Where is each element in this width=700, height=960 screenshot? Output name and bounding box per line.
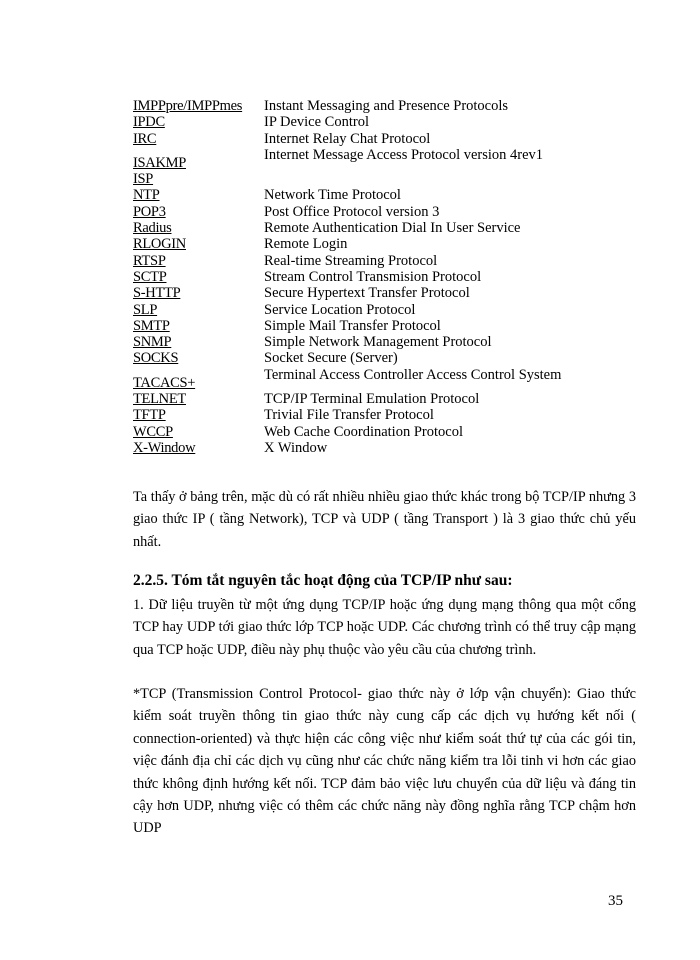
protocol-abbreviation: IRC bbox=[133, 130, 157, 147]
table-row bbox=[133, 98, 573, 114]
protocol-description: TCP/IP Terminal Emulation Protocol bbox=[264, 391, 480, 408]
protocol-abbreviation: ISP bbox=[133, 171, 154, 188]
table-row bbox=[133, 302, 573, 318]
table-row bbox=[133, 424, 573, 440]
protocol-description bbox=[264, 171, 573, 187]
section-heading: 2.2.5. Tóm tắt nguyên tắc hoạt động của TCP/IP như sau: bbox=[133, 572, 513, 589]
table-row bbox=[133, 367, 573, 391]
table-row bbox=[133, 171, 573, 187]
protocol-abbreviation: S-HTTP bbox=[133, 285, 181, 302]
protocol-description: Secure Hypertext Transfer Protocol bbox=[264, 285, 470, 302]
table-row bbox=[133, 285, 573, 301]
protocol-description: Simple Mail Transfer Protocol bbox=[264, 317, 441, 334]
table-row bbox=[133, 318, 573, 334]
table-row bbox=[133, 253, 573, 269]
protocol-abbreviation: IPDC bbox=[133, 114, 165, 131]
paragraph-tcp: *TCP (Transmission Control Protocol- giao thức này ở lớp vận chuyển): Giao thức kiểm soát truyền thông tin giao thức này cung cấp các dịch vụ hướng kết nối ( connection-oriented) và thực hiện các công việc như kiểm soát thứ tự của các gói tin, việc đánh địa chỉ các dịch vụ cũng như các chức năng kiểm tra lỗi tinh vi hơn các giao thức không định hướng kết nối. TCP đảm bảo việc lưu chuyển của dữ liệu và đáng tin cậy hơn UDP, nhưng việc có thêm các chức năng này đồng nghĩa rằng TCP chậm hơn UDP bbox=[133, 686, 636, 837]
protocol-abbreviation: ISAKMP bbox=[133, 154, 186, 171]
table-row bbox=[133, 114, 573, 130]
table-row bbox=[133, 269, 573, 285]
protocol-table bbox=[133, 98, 573, 456]
table-row bbox=[133, 334, 573, 350]
protocol-description: Internet Relay Chat Protocol bbox=[264, 130, 431, 147]
protocol-description: Stream Control Transmision Protocol bbox=[264, 268, 482, 285]
protocol-description: Instant Messaging and Presence Protocols bbox=[264, 98, 509, 114]
table-row bbox=[133, 407, 573, 423]
table-row bbox=[133, 220, 573, 236]
table-row bbox=[133, 350, 573, 366]
protocol-abbreviation: X-Window bbox=[133, 439, 196, 456]
protocol-abbreviation: SCTP bbox=[133, 268, 167, 285]
protocol-description: X Window bbox=[264, 439, 328, 456]
table-row bbox=[133, 131, 573, 147]
protocol-description: Socket Secure (Server) bbox=[264, 350, 398, 367]
protocol-abbreviation: RLOGIN bbox=[133, 236, 186, 253]
protocol-abbreviation: RTSP bbox=[133, 252, 166, 269]
protocol-description: Remote Login bbox=[264, 236, 348, 253]
protocol-description: Network Time Protocol bbox=[264, 187, 401, 204]
table-row bbox=[133, 204, 573, 220]
protocol-description: Real-time Streaming Protocol bbox=[264, 252, 438, 269]
page-number: 35 bbox=[608, 893, 623, 909]
protocol-abbreviation: TACACS+ bbox=[133, 374, 196, 391]
table-row bbox=[133, 440, 573, 456]
table-row bbox=[133, 187, 573, 203]
protocol-abbreviation: IMPPpre/IMPPmes bbox=[133, 98, 243, 114]
protocol-description: Remote Authentication Dial In User Service bbox=[264, 220, 521, 237]
protocol-description: IP Device Control bbox=[264, 114, 369, 131]
protocol-description: Service Location Protocol bbox=[264, 301, 416, 318]
protocol-abbreviation: SNMP bbox=[133, 334, 172, 351]
protocol-abbreviation: SLP bbox=[133, 301, 158, 318]
protocol-abbreviation: TELNET bbox=[133, 391, 186, 408]
table-row bbox=[133, 147, 573, 171]
protocol-description: Trivial File Transfer Protocol bbox=[264, 407, 434, 424]
protocol-abbreviation: Radius bbox=[133, 220, 172, 237]
protocol-description: Terminal Access Controller Access Control System bbox=[264, 366, 562, 383]
protocol-abbreviation: POP3 bbox=[133, 203, 166, 220]
protocol-abbreviation: NTP bbox=[133, 187, 160, 204]
paragraph-data-flow: 1. Dữ liệu truyền từ một ứng dụng TCP/IP hoặc ứng dụng mạng thông qua một cổng TCP hay UDP tới giao thức lớp TCP hoặc UDP. Các chương trình có thể truy cập mạng qua TCP hoặc UDP, điều này phụ thuộc vào yêu cầu của chương trình. bbox=[133, 597, 636, 658]
protocol-abbreviation: SOCKS bbox=[133, 350, 179, 367]
table-row bbox=[133, 236, 573, 252]
protocol-description: Post Office Protocol version 3 bbox=[264, 203, 440, 220]
protocol-abbreviation: TFTP bbox=[133, 407, 166, 424]
protocol-abbreviation: SMTP bbox=[133, 317, 170, 334]
protocol-description: Simple Network Management Protocol bbox=[264, 334, 492, 351]
protocol-description: Web Cache Coordination Protocol bbox=[264, 423, 463, 440]
summary-paragraph: Ta thấy ở bảng trên, mặc dù có rất nhiều nhiều giao thức khác trong bộ TCP/IP nhưng 3 giao thức IP ( tầng Network), TCP và UDP ( tầng Transport ) là 3 giao thức chủ yếu nhất. bbox=[133, 489, 636, 550]
protocol-abbreviation: WCCP bbox=[133, 423, 173, 440]
protocol-description: Internet Message Access Protocol version 4rev1 bbox=[264, 146, 544, 163]
table-row bbox=[133, 391, 573, 407]
